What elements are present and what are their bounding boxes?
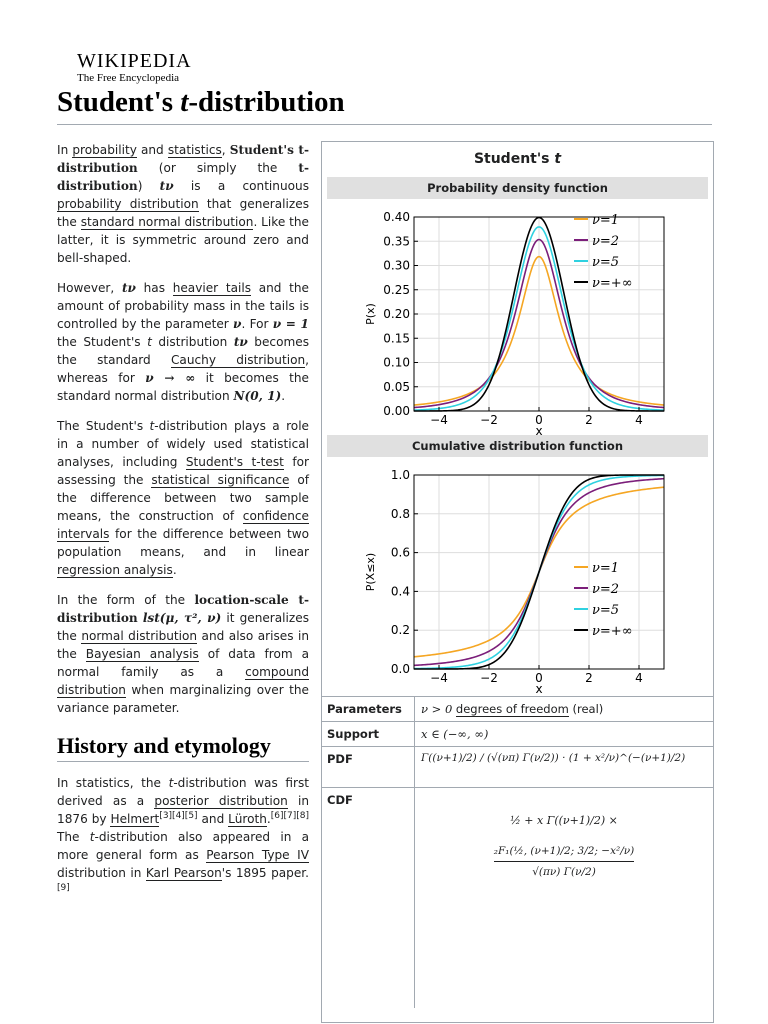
y-tick-label-7: 0.35 bbox=[383, 234, 410, 249]
link-normal-distribution[interactable]: normal distribution bbox=[81, 629, 198, 643]
value-pdf: Γ((ν+1)/2) / (√(νπ) Γ(ν/2)) · (1 + x²/ν)^(−(ν+1)/2) bbox=[421, 752, 686, 764]
legend-label-3: ν=+∞ bbox=[592, 276, 633, 291]
cdf-line-2: ₂F₁(½, (ν+1)/2; 3/2; −x²/ν) bbox=[494, 845, 635, 862]
link-karl-pearson[interactable]: Karl Pearson bbox=[145, 866, 222, 880]
link-standard-normal[interactable]: standard normal distribution bbox=[80, 215, 254, 229]
link-compound[interactable]: compound distribution bbox=[57, 665, 309, 697]
y-tick-label-5: 1.0 bbox=[390, 468, 410, 482]
page-title: Student's t-distribution bbox=[57, 86, 345, 118]
pdf-chart[interactable] bbox=[322, 199, 712, 435]
label-cdf: CDF bbox=[322, 788, 415, 1008]
link-probability[interactable]: probability bbox=[72, 143, 137, 157]
row-parameters bbox=[322, 697, 713, 722]
cdf-line-1: ½ + x Γ((ν+1)/2) × bbox=[510, 814, 618, 827]
intro-paragraph-4: In the form of the location-scale t-distribution lst(μ, τ², ν) it generalizes the normal distribution and also arises in the Bayesian analysis of data from a normal family as a compound distribution when marginalizing over the variance parameter. bbox=[57, 593, 309, 715]
label-support: Support bbox=[322, 722, 415, 746]
y-axis-label: P(X≤x) bbox=[364, 552, 377, 592]
pdf-header: Probability density function bbox=[327, 177, 708, 199]
pdf-chart-container bbox=[322, 199, 713, 435]
x-tick-label-0: −4 bbox=[430, 413, 448, 427]
link-statistics[interactable]: statistics bbox=[167, 143, 222, 157]
y-tick-label-2: 0.4 bbox=[390, 584, 410, 599]
legend-label-2: ν=5 bbox=[592, 603, 620, 618]
title-divider bbox=[57, 124, 712, 125]
link-degrees-of-freedom[interactable]: degrees of freedom bbox=[455, 702, 569, 716]
y-tick-label-1: 0.2 bbox=[390, 623, 410, 638]
y-tick-label-3: 0.6 bbox=[390, 545, 410, 560]
site-tagline: The Free Encyclopedia bbox=[77, 72, 180, 84]
y-tick-label-0: 0.00 bbox=[383, 404, 410, 418]
intro-paragraph-1: In probability and statistics, Student's t-distribution (or simply the t-distribution) tν is a continuous probability distribution that generalizes the standard normal distribution. Like the latter, it is symmetric around zero and bell-shaped. bbox=[57, 143, 309, 265]
link-heavier-tails[interactable]: heavier tails bbox=[172, 281, 251, 295]
row-cdf bbox=[322, 788, 713, 1008]
site-name: WIKIPEDIA bbox=[77, 50, 192, 72]
y-tick-label-6: 0.30 bbox=[383, 258, 410, 273]
x-tick-label-2: 0 bbox=[535, 671, 543, 685]
link-significance[interactable]: statistical significance bbox=[151, 473, 290, 487]
link-pearson-type-iv[interactable]: Pearson Type IV bbox=[206, 848, 309, 862]
y-axis-label: P(x) bbox=[364, 303, 377, 325]
x-tick-label-0: −4 bbox=[430, 671, 448, 685]
y-tick-label-8: 0.40 bbox=[383, 210, 410, 224]
x-tick-label-2: 0 bbox=[535, 413, 543, 427]
history-paragraph: In statistics, the t-distribution was first derived as a posterior distribution in 1876 by Helmert[3][4][5] and Lüroth.[6][7][8] The t-distribution also appeared in a more general form as Pearson Type IV distribution in Karl Pearson's 1895 paper.[9] bbox=[57, 776, 309, 893]
intro-paragraph-3: The Student's t-distribution plays a role in a number of widely used statistical analyses, including Student's t-test for assessing the statistical significance of the difference between two sample means, the construction of confidence intervals for the difference between two population means, and in linear regression analysis. bbox=[57, 419, 309, 577]
cdf-line-3: √(πν) Γ(ν/2) bbox=[532, 866, 596, 878]
link-luroth[interactable]: Lüroth bbox=[228, 812, 267, 826]
link-confidence-intervals[interactable]: confidence intervals bbox=[57, 509, 309, 541]
article-body bbox=[57, 141, 309, 912]
cdf-header: Cumulative distribution function bbox=[327, 435, 708, 457]
legend-label-2: ν=5 bbox=[592, 255, 620, 270]
value-support: x ∈ (−∞, ∞) bbox=[421, 727, 489, 741]
link-t-test[interactable]: Student's t-test bbox=[185, 455, 284, 469]
link-bayesian[interactable]: Bayesian analysis bbox=[85, 647, 199, 661]
value-parameters: ν > 0 degrees of freedom (real) bbox=[421, 702, 604, 716]
x-tick-label-1: −2 bbox=[480, 671, 498, 685]
link-helmert[interactable]: Helmert bbox=[110, 812, 160, 826]
infobox-table bbox=[322, 696, 713, 1008]
wikipedia-logo[interactable] bbox=[77, 50, 192, 84]
y-tick-label-1: 0.05 bbox=[383, 379, 410, 394]
row-pdf bbox=[322, 747, 713, 788]
link-cauchy[interactable]: Cauchy distribution bbox=[170, 353, 306, 367]
value-cdf bbox=[415, 788, 713, 1008]
cdf-chart[interactable] bbox=[322, 457, 712, 693]
reference-9[interactable]: [9] bbox=[57, 882, 70, 893]
cdf-chart-container bbox=[322, 457, 713, 693]
x-axis-label: x bbox=[535, 424, 543, 435]
y-tick-label-4: 0.8 bbox=[390, 506, 410, 521]
row-support bbox=[322, 722, 713, 747]
infobox-title: Student's t bbox=[473, 151, 562, 167]
y-tick-label-4: 0.20 bbox=[383, 307, 410, 321]
infobox bbox=[321, 141, 714, 1023]
reference-3-4-5[interactable]: [3][4][5] bbox=[159, 810, 198, 821]
section-heading-history: History and etymology bbox=[57, 737, 309, 762]
y-tick-label-0: 0.0 bbox=[390, 662, 410, 676]
x-tick-label-3: 2 bbox=[585, 413, 593, 427]
legend-label-0: ν=1 bbox=[592, 213, 620, 228]
x-tick-label-3: 2 bbox=[585, 671, 593, 685]
label-pdf: PDF bbox=[322, 747, 415, 787]
x-axis-label: x bbox=[535, 682, 543, 693]
intro-paragraph-2: However, tν has heavier tails and the amount of probability mass in the tails is controlled by the parameter ν. For ν = 1 the Student's t distribution tν becomes the standard Cauchy distribution, whereas for ν → ∞ it becomes the standard normal distribution N(0, 1). bbox=[57, 281, 309, 403]
link-posterior[interactable]: posterior distribution bbox=[154, 794, 288, 808]
legend-label-1: ν=2 bbox=[592, 582, 620, 597]
legend-label-3: ν=+∞ bbox=[592, 624, 633, 639]
y-tick-label-5: 0.25 bbox=[383, 282, 410, 297]
x-tick-label-4: 4 bbox=[635, 413, 643, 427]
link-probability-distribution[interactable]: probability distribution bbox=[57, 197, 199, 211]
x-tick-label-4: 4 bbox=[635, 671, 643, 685]
legend-label-1: ν=2 bbox=[592, 234, 620, 249]
y-tick-label-3: 0.15 bbox=[383, 331, 410, 346]
y-tick-label-2: 0.10 bbox=[383, 355, 410, 370]
link-regression[interactable]: regression analysis bbox=[57, 563, 173, 577]
label-parameters: Parameters bbox=[322, 697, 415, 721]
x-tick-label-1: −2 bbox=[480, 413, 498, 427]
legend-label-0: ν=1 bbox=[592, 561, 620, 576]
reference-6-7-8[interactable]: [6][7][8] bbox=[270, 810, 309, 821]
